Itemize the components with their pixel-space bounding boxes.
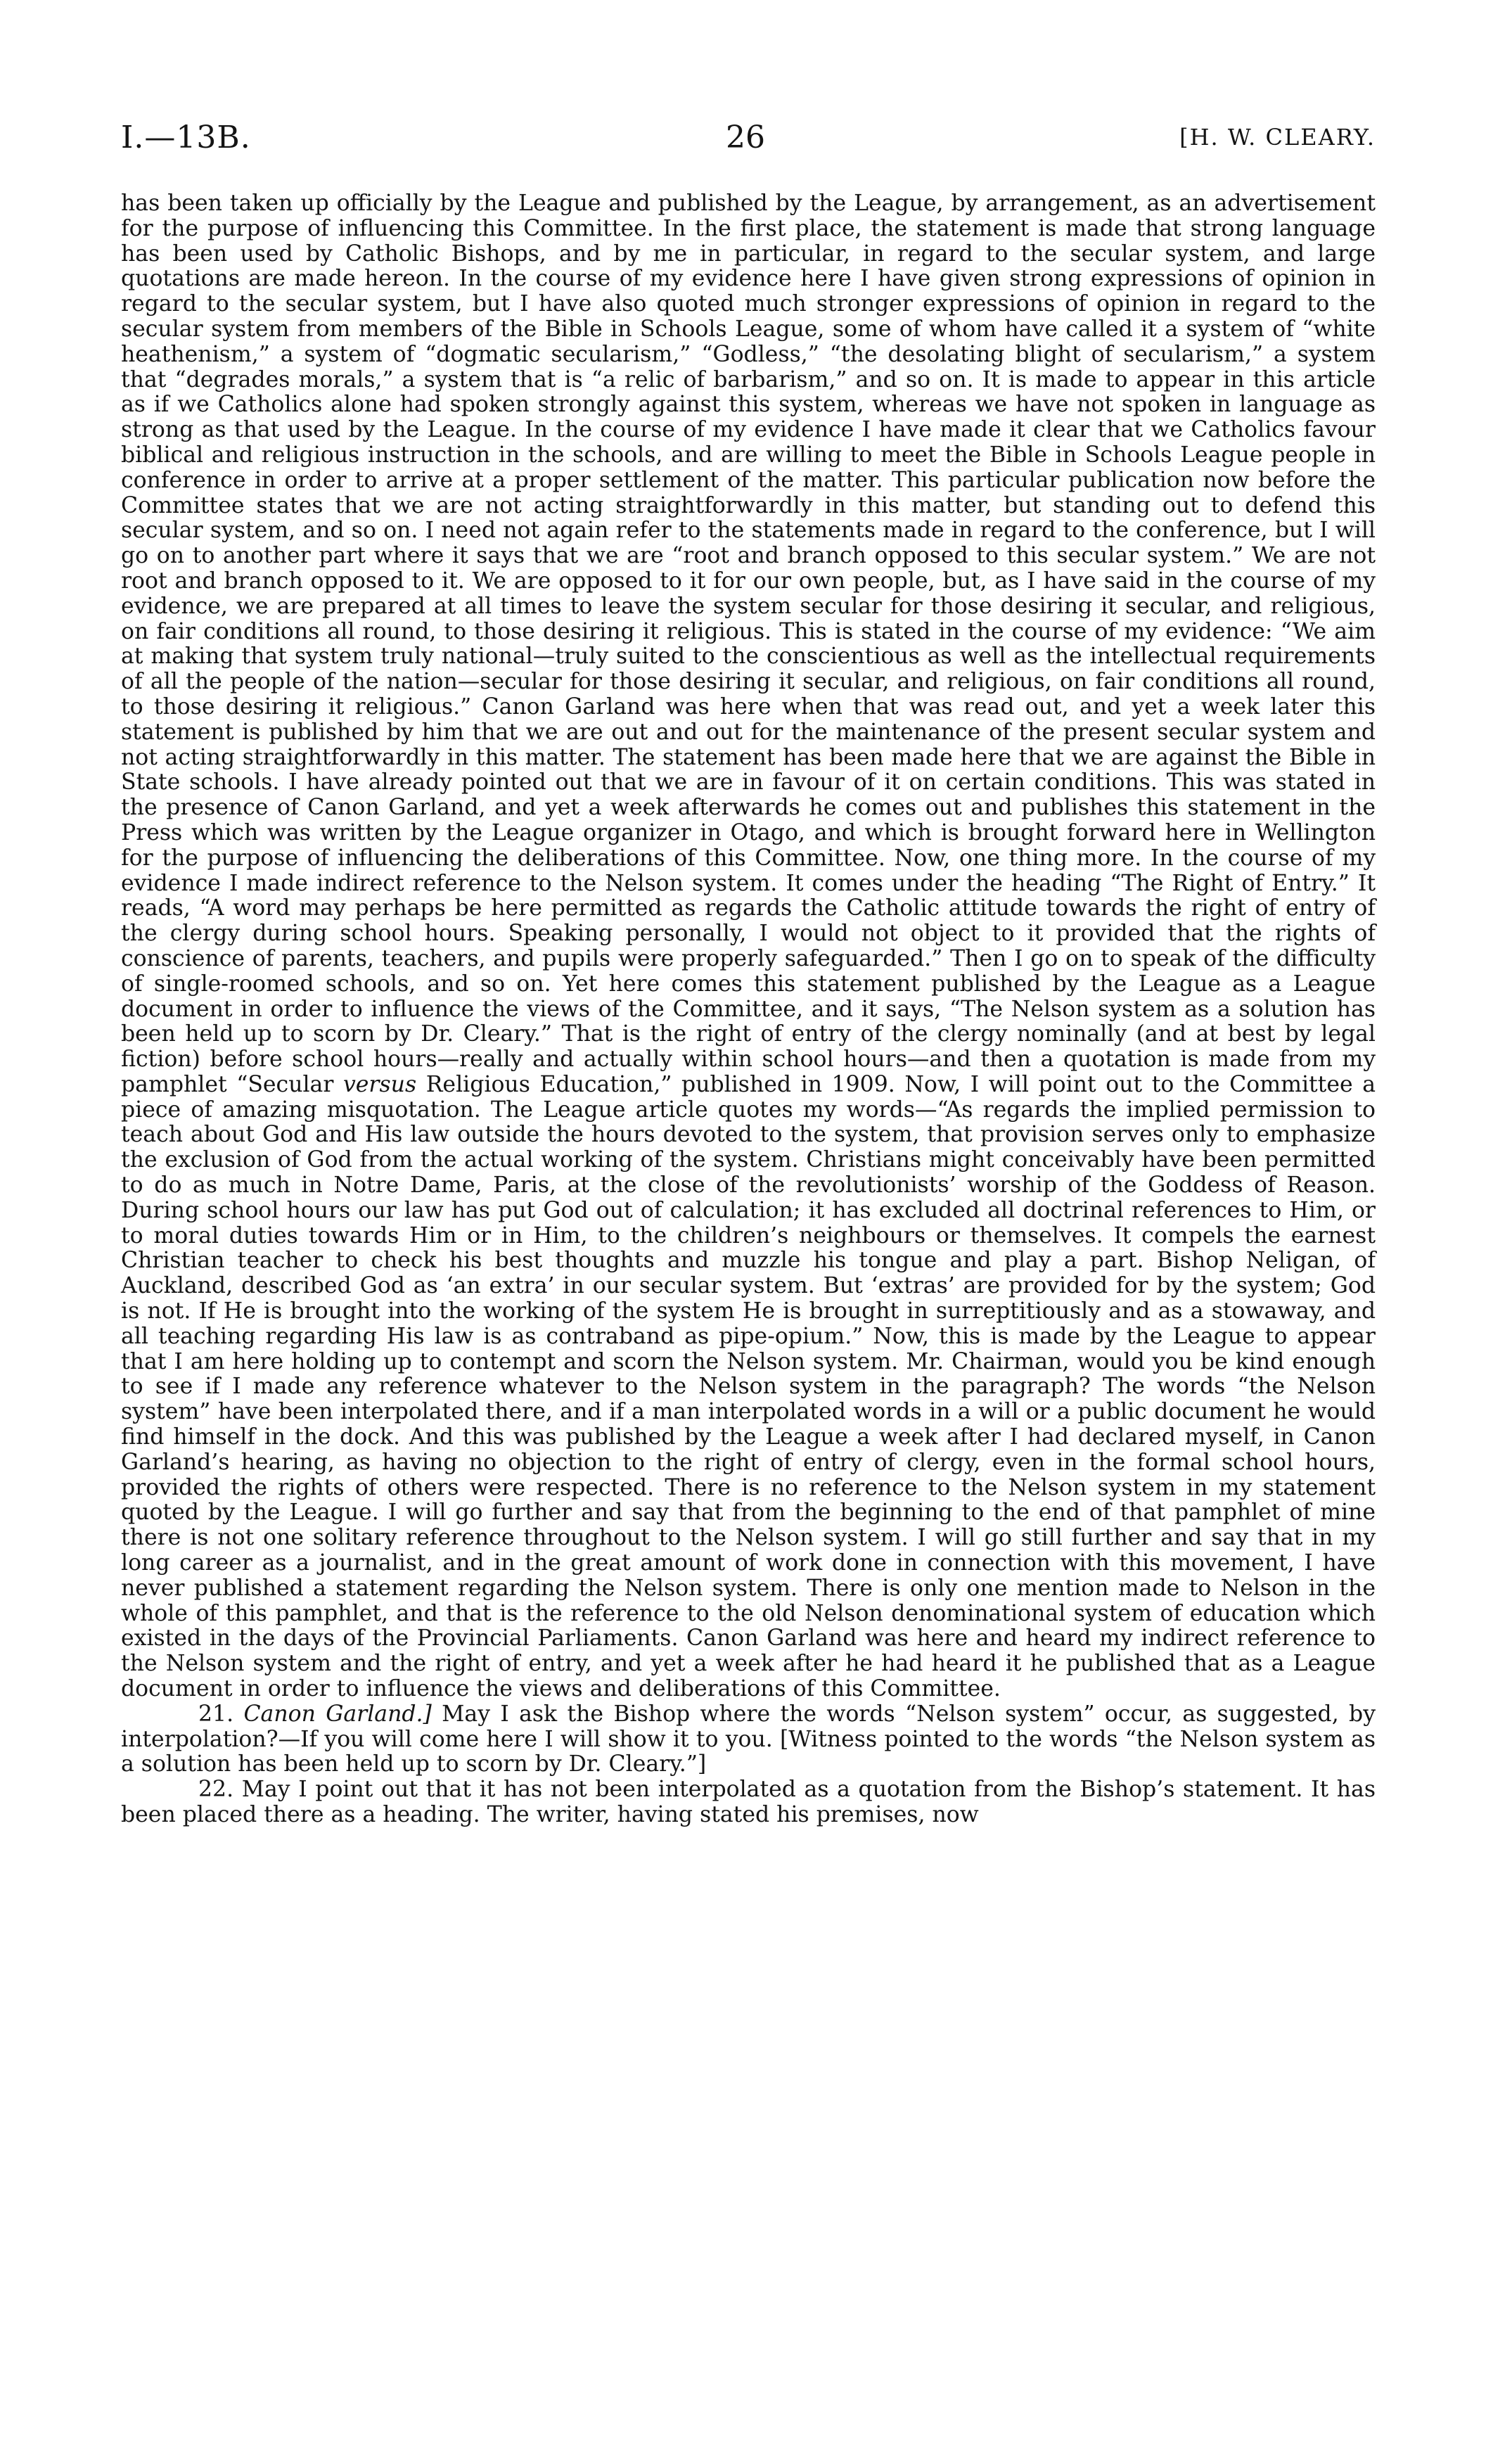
paragraph-continued: has been taken up officially by the League and published by the League, by arrangement, as an advertisement for the purpose of influencing this Committee. In the first place, the statement is made that strong language has been used by Catholic Bishops, and by me in particular, in regard to the secular system, and large quotations are made hereon. In the course of my evidence here I have given strong expressions of opinion in regard to the secular system, but I have also quoted much stronger expressions of opinion in regard to the secular system from members of the Bible in Schools League, some of whom have called it a system of “white heathenism,” a system of “dogmatic secularism,” “Godless,” “the desolating blight of secularism,” a system that “degrades morals,” a system that is “a relic of barbarism,” and so on. It is made to appear in this article as if we Catholics alone had spoken strongly against this system, whereas we have not spoken in language as strong as that used by the League. In the course of my evidence I have made it clear that we Catholics favour biblical and religious instruction in the schools, and are willing to meet the Bible in Schools League people in conference in order to arrive at a proper settlement of the matter. This particular publication now before the Committee states that we are not acting straightforwardly in this matter, but standing out to defend this secular system, and so on. I need not again refer to the statements made in regard to the conference, but I will go on to another part where it says that we are “root and branch opposed to this secular system.” We are not root and branch opposed to it. We are opposed to it for our own people, but, as I have said in the course of my evidence, we are prepared at all times to leave the system secular for those desiring it secular, and religious, on fair conditions all round, to those desiring it religious. This is stated in the course of my evidence: “We aim at making that system truly national—truly suited to the conscientious as well as the intellectual requirements of all the people of the nation—secular for those desiring it secular, and religious, on fair conditions all round, to those desiring it religious.” Canon Garland was here when that was read out, and yet a week later this statement is published by him that we are out and out for the maintenance of the present secular system and not acting straightforwardly in this matter. The statement has been made here that we are against the Bible in State schools. I have already pointed out that we are in favour of it on certain conditions. This was stated in the presence of Canon Garland, and yet a week afterwards he comes out and publishes this statement in the Press which was written by the League organizer in Otago, and which is brought forward here in Wellington for the purpose of influencing the deliberations of this Committee. Now, one thing more. In the course of my evidence I made indirect reference to the Nelson system. It comes under the heading “The Right of Entry.” It reads, “A word may perhaps be here permitted as regards the Catholic attitude towards the right of entry of the clergy during school hours. Speaking personally, I would not object to it provided that the rights of conscience of parents, teachers, and pupils were properly safeguarded.” Then I go on to speak of the difficulty of single-roomed schools, and so on. Yet here comes this statement published by the League as a League document in order to influence the views of the Committee, and it says, “The Nelson system as a solution has been held up to scorn by Dr. Cleary.” That is the right of entry of the clergy nominally (and at best by legal fiction) before school hours—really and actually within school hours—and then a quotation is made from my pamphlet “Secular versus Religious Education,” published in 1909. Now, I will point out to the Committee a piece of amazing misquotation. The League article quotes my words—“As regards the implied permission to teach about God and His law outside the hours devoted to the system, that provision serves only to emphasize the exclusion of God from the actual working of the system. Christians might conceivably have been permitted to do as much in Notre Dame, Paris, at the close of the revolutionists’ worship of the Goddess of Reason. During school hours our law has put God out of calculation; it has excluded all doctrinal references to Him, or to moral duties towards Him or in Him, to the children’s neighbours or themselves. It compels the earnest Christian teacher to check his best thoughts and muzzle his tongue and play a part. Bishop Neligan, of Auckland, described God as ‘an extra’ in our secular system. But ‘extras’ are provided for by the system; God is not. If He is brought into the working of the system He is brought in surreptitiously and as a stowaway, and all teaching regarding His law is as contraband as pipe-opium.” Now, this is made by the League to appear that I am here holding up to contempt and scorn the Nelson system. Mr. Chairman, would you be kind enough to see if I made any reference whatever to the Nelson system in the paragraph? The words “the Nelson system” have been interpolated there, and if a man interpolated words in a will or a public document he would find himself in the dock. And this was published by the League a week after I had declared myself, in Canon Garland’s hearing, as having no objection to the right of entry of clergy, even in the formal school hours, provided the rights of others were respected. There is no reference to the Nelson system in my statement quoted by the League. I will go further and say that from the beginning to the end of that pamphlet of mine there is not one solitary reference throughout to the Nelson system. I will go still further and say that in my long career as a journalist, and in the great amount of work done in connection with this movement, I have never published a statement regarding the Nelson system. There is only one mention made to Nelson in the whole of this pamphlet, and that is the reference to the old Nelson denominational system of education which existed in the days of the Provincial Parliaments. Canon Garland was here and heard my indirect reference to the Nelson system and the right of entry, and yet a week after he had heard it he published that as a League document in order to influence the views and deliberations of this Committee.: [121, 191, 1376, 1702]
question-text: May I ask the Bishop where the words “Nelson system” occur, as suggested, by interpolation?—If you will come here I will show it to you. [Witness pointed to the words “the Nelson system as a solution has been held up to scorn by Dr. Cleary.”]: [121, 1701, 1376, 1777]
speaker-name: Canon Garland.]: [243, 1701, 432, 1727]
paragraph-question-21: [121, 1702, 1376, 1777]
main-text: [121, 191, 1376, 1828]
question-text: May I point out that it has not been interpolated as a quotation from the Bishop’s statement. It has been placed there as a heading. The writer, having stated his premises, now: [121, 1777, 1376, 1827]
question-number: 22.: [198, 1777, 234, 1803]
page-number: 26: [726, 120, 765, 155]
document-reference: I.—13B.: [121, 120, 251, 155]
italic-word: versus: [343, 1071, 417, 1097]
page-header: [121, 120, 1376, 162]
witness-name: [H. W. CLEARY.: [1179, 124, 1376, 151]
question-number: 21.: [198, 1701, 234, 1727]
paragraph-question-22: [121, 1777, 1376, 1828]
